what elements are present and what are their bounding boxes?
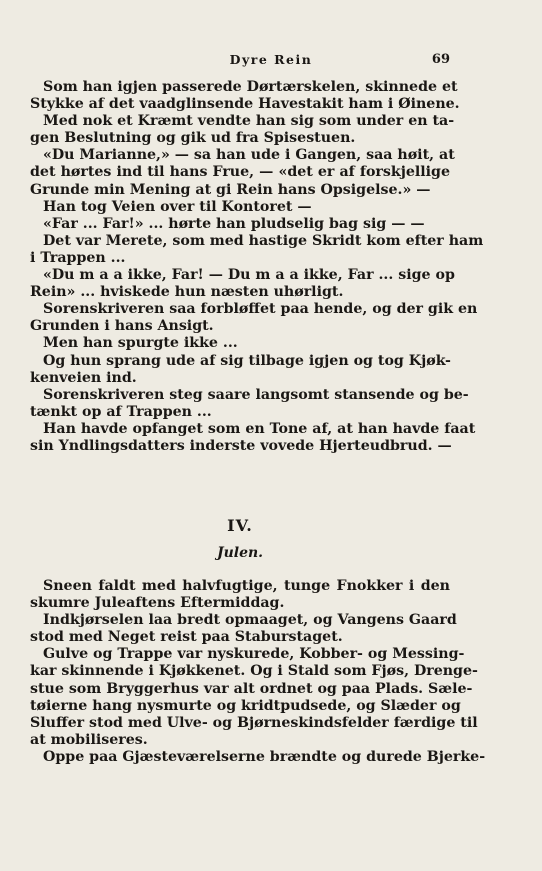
text-line: Men han spurgte ikke ...	[43, 335, 238, 352]
text-line: stue som Bryggerhus var alt ordnet og paa Plads. Sæle-	[30, 680, 473, 697]
text-line: Sluffer stod med Ulve- og Bjørneskindsfelder færdige til	[30, 714, 478, 731]
text-line: det hørtes ind til hans Frue, — «det er af forskjellige	[30, 164, 450, 181]
text-line: at mobiliseres.	[30, 731, 148, 748]
text-line: Stykke af det vaadglinsende Havestakit ham i Øinene.	[30, 96, 460, 113]
chapter-number: IV.	[227, 516, 253, 535]
text-line: Som han igjen passerede Dørtærskelen, skinnede et	[43, 79, 458, 95]
text-line: kar skinnende i Kjøkkenet. Og i Stald som Fjøs, Drenge-	[30, 663, 478, 680]
text-line: Oppe paa Gjæsteværelserne brændte og durede Bjerke-	[43, 748, 486, 765]
text-line: Gulve og Trappe var nyskurede, Kobber- og Messing-	[43, 646, 465, 663]
text-line: Han tog Veien over til Kontoret —	[43, 198, 312, 215]
text-line: tænkt op af Trappen ...	[30, 403, 212, 420]
text-line: Med nok et Kræmt vendte han sig som under en ta-	[43, 113, 455, 130]
chapter-title: Julen.	[216, 545, 264, 561]
text-line: kenveien ind.	[30, 369, 137, 386]
text-line: sin Yndlingsdatters inderste vovede Hjerteudbrud. —	[30, 437, 452, 454]
text-line: Han havde opfanget som en Tone af, at han havde faat	[43, 420, 476, 437]
text-line: Grunde min Mening at gi Rein hans Opsigelse.» —	[30, 181, 431, 198]
text-line: «Far ... Far!» ... hørte han pludselig bag sig — —	[43, 215, 425, 232]
text-line: i Trappen ...	[30, 249, 126, 266]
text-line: Rein» ... hviskede hun næsten uhørligt.	[30, 284, 344, 301]
text-line: Og hun sprang ude af sig tilbage igjen og tog Kjøk-	[43, 352, 451, 369]
text-line: tøierne hang nysmurte og kridtpudsede, og Slæder og	[30, 697, 461, 714]
text-line: skumre Juleaftens Eftermiddag.	[30, 595, 285, 612]
running-title: Dyre Rein	[229, 52, 313, 67]
text-block-before-chapter	[30, 79, 484, 455]
page-number: 69	[431, 52, 450, 67]
text-line: «Du Marianne,» — sa han ude i Gangen, saa høit, at	[43, 147, 455, 164]
running-head	[0, 52, 542, 72]
text-line: Grunden i hans Ansigt.	[30, 318, 214, 335]
text-line: Sneen faldt med halvfugtige, tunge Fnokker i den	[43, 578, 450, 594]
text-line: Det var Merete, som med hastige Skridt kom efter ham	[43, 232, 484, 249]
text-line: gen Beslutning og gik ud fra Spisestuen.	[30, 130, 356, 147]
text-line: Sorenskriveren saa forbløffet paa hende, og der gik en	[43, 301, 478, 318]
text-line: Sorenskriveren steg saare langsomt stansende og be-	[43, 386, 469, 403]
text-block-chapter-iv	[30, 578, 486, 766]
text-line: «Du m a a ikke, Far! — Du m a a ikke, Far ... sige op	[43, 267, 455, 284]
text-line: stod med Neget reist paa Staburstaget.	[30, 629, 343, 646]
text-line: Indkjørselen laa bredt opmaaget, og Vangens Gaard	[43, 612, 457, 629]
